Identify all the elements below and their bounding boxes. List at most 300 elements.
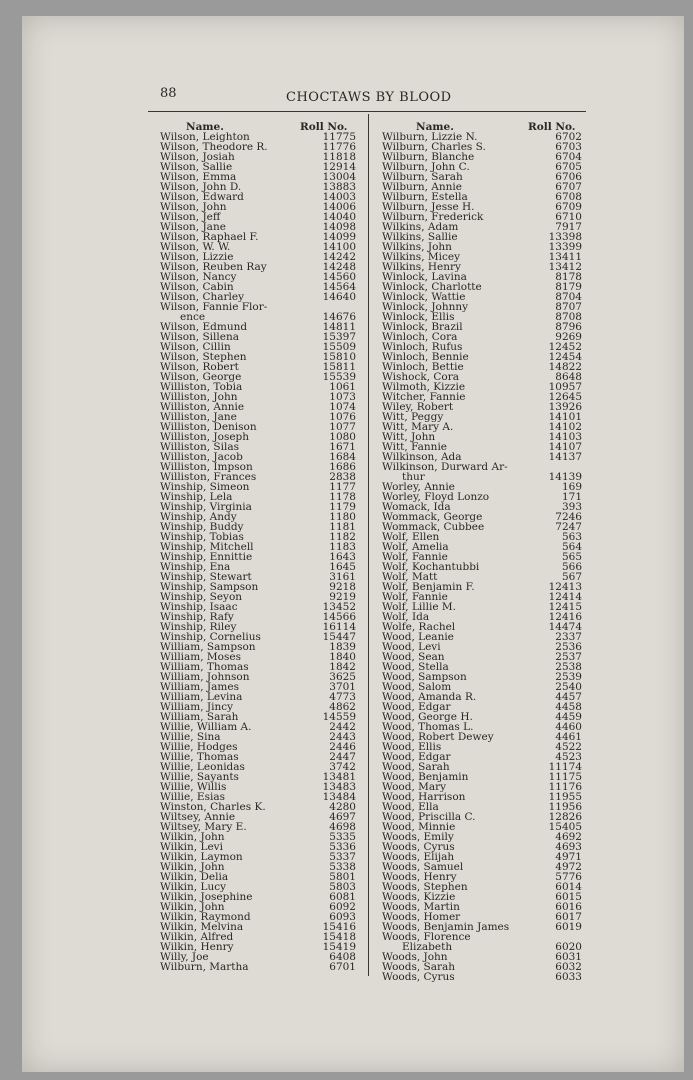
entry-name: Wilson, Charley [160, 291, 245, 303]
entry-name: Williston, Jacob [160, 451, 243, 463]
entry-roll-number: 13452 [322, 601, 356, 613]
entry-roll-number: 13883 [322, 181, 356, 193]
entry-roll-number: 1839 [329, 641, 356, 653]
entry-name: William, Sampson [160, 641, 256, 653]
entry-name: Wood, Edgar [382, 701, 451, 713]
entry-roll-number: 3742 [329, 761, 356, 773]
entry-roll-number: 13411 [548, 251, 582, 263]
entry-name: Witt, Peggy [382, 411, 444, 423]
entry-name: Wilson, Stephen [160, 351, 247, 363]
entry-name: Wolf, Matt [382, 571, 438, 583]
entry-roll-number: 14101 [548, 411, 582, 423]
entry-name: Winlock, Johnny [382, 301, 469, 313]
entry-name: Woods, John [382, 951, 448, 963]
entry-name: Worley, Annie [382, 481, 455, 493]
entry-name: Witt, Mary A. [382, 421, 454, 433]
entry-roll-number: 3701 [329, 681, 356, 693]
entry-roll-number: 5337 [329, 851, 356, 863]
header-rule [148, 111, 586, 112]
entry-roll-number: 14566 [322, 611, 356, 623]
entry-roll-number: 1076 [329, 411, 356, 423]
entry-name: Wilson, Nancy [160, 271, 237, 283]
entry-roll-number: 14102 [548, 421, 582, 433]
entry-name: William, Moses [160, 651, 241, 663]
entry-roll-number: 11775 [322, 131, 356, 143]
entry-name: Wood, Mary [382, 781, 447, 793]
entry-roll-number: 11776 [322, 141, 356, 153]
entry-roll-number: 10957 [548, 381, 582, 393]
entry-name: Woods, Martin [382, 901, 460, 913]
entry-roll-number: 1074 [329, 401, 356, 413]
entry-roll-number: 15418 [322, 931, 356, 943]
entry-roll-number: 6014 [555, 881, 582, 893]
entry-name: Wood, Levi [382, 641, 441, 653]
entry-name: Wilkin, Melvina [160, 921, 244, 933]
entry-roll-number: 6701 [329, 961, 356, 973]
entry-roll-number: 15810 [322, 351, 356, 363]
entry-name: Wilkinson, Ada [382, 451, 462, 463]
entry-name: Wilkins, Henry [382, 261, 461, 273]
entry-roll-number: 14559 [322, 711, 356, 723]
entry-name: Wilburn, Martha [160, 961, 249, 973]
entry-roll-number: 6710 [555, 211, 582, 223]
entry-name: Womack, Ida [382, 501, 451, 513]
entry-roll-number: 6408 [329, 951, 356, 963]
entry-name: Wilson, Cillin [160, 341, 231, 353]
entry-name: Wilson, Reuben Ray [160, 261, 267, 273]
entry-roll-number: 15405 [548, 821, 582, 833]
entry-roll-number: 567 [561, 571, 582, 583]
entry-name: Elizabeth [402, 941, 453, 953]
entry-roll-number: 6704 [555, 151, 582, 163]
entry-roll-number: 1080 [329, 431, 356, 443]
entry-roll-number: 12416 [548, 611, 582, 623]
entry-name: Williston, John [160, 391, 238, 403]
entry-name: Wood, Ellis [382, 741, 442, 753]
roll-column-right [382, 132, 582, 982]
entry-name: Wilkins, Adam [382, 221, 459, 233]
entry-roll-number: 15539 [322, 371, 356, 383]
entry-name: Wommack, George [382, 511, 483, 523]
entry-roll-number: 8708 [555, 311, 582, 323]
entry-roll-number: 4461 [555, 731, 582, 743]
entry-name: Wood, Priscilla C. [382, 811, 476, 823]
entry-name: Wilson, Leighton [160, 131, 250, 143]
entry-roll-number: 2536 [555, 641, 582, 653]
entry-roll-number: 4522 [555, 741, 582, 753]
entry-roll-number: 9218 [329, 581, 356, 593]
column-divider [368, 114, 369, 976]
col2-name-header: Name. [416, 121, 454, 133]
entry-name: Williston, Tobia [160, 381, 243, 393]
entry-name: William, Johnson [160, 671, 250, 683]
entry-name: Wilson, Cabin [160, 281, 234, 293]
entry-roll-number: 1643 [329, 551, 356, 563]
entry-roll-number: 15419 [322, 941, 356, 953]
entry-name: Wilburn, Lizzie N. [382, 131, 478, 143]
entry-name: William, Jincy [160, 701, 234, 713]
entry-name: Wilson, George [160, 371, 242, 383]
entry-roll-number: 6702 [555, 131, 582, 143]
entry-name: Woods, Henry [382, 871, 457, 883]
entry-name: Woods, Florence [382, 931, 471, 943]
entry-roll-number: 14137 [548, 451, 582, 463]
entry-name: Winship, Andy [160, 511, 237, 523]
entry-roll-number: 2838 [329, 471, 356, 483]
entry-name: Wilson, Emma [160, 171, 237, 183]
entry-name: Wilburn, John C. [382, 161, 470, 173]
entry-name: Woods, Elijah [382, 851, 455, 863]
entry-name: Worley, Floyd Lonzo [382, 491, 490, 503]
entry-roll-number: 14040 [322, 211, 356, 223]
entry-name: Winship, Isaac [160, 601, 238, 613]
entry-roll-number: 9219 [329, 591, 356, 603]
entry-roll-number: 6705 [555, 161, 582, 173]
entry-roll-number: 1177 [329, 481, 356, 493]
entry-name: Winship, Stewart [160, 571, 252, 583]
entry-name: Winship, Cornelius [160, 631, 261, 643]
entry-name: Wilson, Edmund [160, 321, 248, 333]
entry-name: Winlock, Wattie [382, 291, 466, 303]
entry-name: Wilson, Robert [160, 361, 239, 373]
entry-roll-number: 6707 [555, 181, 582, 193]
entry-name: Wood, Salom [382, 681, 452, 693]
entry-roll-number: 4773 [329, 691, 356, 703]
entry-name: Wiltsey, Mary E. [160, 821, 247, 833]
entry-roll-number: 12414 [548, 591, 582, 603]
entry-name: thur [402, 471, 425, 483]
entry-roll-number: 12415 [548, 601, 582, 613]
entry-roll-number: 2442 [329, 721, 356, 733]
entry-roll-number: 1671 [329, 441, 356, 453]
roll-entry [160, 962, 356, 972]
entry-roll-number: 4523 [555, 751, 582, 763]
entry-roll-number: 14242 [322, 251, 356, 263]
entry-roll-number: 11955 [548, 791, 582, 803]
entry-name: Wolf, Kochantubbi [382, 561, 480, 573]
entry-name: Willie, Willis [160, 781, 227, 793]
entry-name: Woods, Kizzie [382, 891, 456, 903]
entry-roll-number: 13484 [322, 791, 356, 803]
entry-roll-number: 14006 [322, 201, 356, 213]
entry-roll-number: 2446 [329, 741, 356, 753]
entry-roll-number: 4862 [329, 701, 356, 713]
entry-name: Wolf, Amelia [382, 541, 449, 553]
entry-name: Williston, Frances [160, 471, 257, 483]
entry-name: Wilmoth, Kizzie [382, 381, 466, 393]
entry-name: Wilson, W. W. [160, 241, 231, 253]
entry-roll-number: 566 [561, 561, 582, 573]
entry-name: Wilkin, Laymon [160, 851, 243, 863]
entry-roll-number: 563 [561, 531, 582, 543]
entry-name: Wilkins, Micey [382, 251, 461, 263]
entry-name: ence [180, 311, 206, 323]
entry-name: Winloch, Rufus [382, 341, 463, 353]
entry-name: Wolf, Fannie [382, 551, 448, 563]
entry-name: Winship, Ena [160, 561, 231, 573]
entry-name: Wood, Ella [382, 801, 439, 813]
entry-roll-number: 2540 [555, 681, 582, 693]
entry-name: Wood, Amanda R. [382, 691, 477, 703]
entry-name: Willie, Thomas [160, 751, 239, 763]
entry-name: Wilburn, Annie [382, 181, 462, 193]
entry-roll-number: 2447 [329, 751, 356, 763]
entry-name: Wood, Stella [382, 661, 449, 673]
entry-roll-number: 1842 [329, 661, 356, 673]
entry-roll-number: 13483 [322, 781, 356, 793]
entry-roll-number: 13481 [322, 771, 356, 783]
entry-roll-number: 1077 [329, 421, 356, 433]
entry-roll-number: 14098 [322, 221, 356, 233]
entry-roll-number: 8178 [555, 271, 582, 283]
entry-name: Wilson, Sillena [160, 331, 239, 343]
entry-name: Wood, Thomas L. [382, 721, 474, 733]
entry-roll-number: 1178 [329, 491, 356, 503]
entry-name: Woods, Cyrus [382, 971, 455, 983]
entry-roll-number: 4459 [555, 711, 582, 723]
entry-name: Woods, Emily [382, 831, 454, 843]
entry-roll-number: 14003 [322, 191, 356, 203]
entry-name: Wilson, John [160, 201, 227, 213]
entry-roll-number: 4971 [555, 851, 582, 863]
entry-roll-number: 1073 [329, 391, 356, 403]
entry-roll-number: 5776 [555, 871, 582, 883]
entry-name: Wilkinson, Durward Ar- [382, 461, 508, 473]
entry-roll-number: 15416 [322, 921, 356, 933]
entry-roll-number: 8179 [555, 281, 582, 293]
entry-name: Wolfe, Rachel [382, 621, 456, 633]
entry-name: Wolf, Lillie M. [382, 601, 456, 613]
entry-roll-number: 14822 [548, 361, 582, 373]
entry-name: Wood, Harrison [382, 791, 466, 803]
entry-name: Wilson, Sallie [160, 161, 233, 173]
entry-name: Winloch, Cora [382, 331, 458, 343]
entry-name: Winship, Buddy [160, 521, 244, 533]
entry-roll-number: 4692 [555, 831, 582, 843]
col1-roll-header: Roll No. [300, 121, 348, 133]
entry-roll-number: 7246 [555, 511, 582, 523]
entry-roll-number: 13398 [548, 231, 582, 243]
entry-roll-number: 4693 [555, 841, 582, 853]
entry-name: Winship, Sampson [160, 581, 259, 593]
entry-name: Wolf, Fannie [382, 591, 448, 603]
entry-name: Winship, Seyon [160, 591, 243, 603]
entry-name: Wilson, Jeff [160, 211, 221, 223]
entry-name: Willie, Sina [160, 731, 221, 743]
entry-name: Wood, Leanie [382, 631, 454, 643]
entry-roll-number: 4457 [555, 691, 582, 703]
entry-roll-number: 14107 [548, 441, 582, 453]
entry-name: Woods, Homer [382, 911, 461, 923]
entry-name: Witt, John [382, 431, 436, 443]
entry-roll-number: 4458 [555, 701, 582, 713]
entry-roll-number: 12826 [548, 811, 582, 823]
entry-roll-number: 16114 [322, 621, 356, 633]
entry-name: Wood, Sean [382, 651, 445, 663]
roll-column-left [160, 132, 356, 972]
entry-name: William, Sarah [160, 711, 239, 723]
entry-roll-number: 6020 [555, 941, 582, 953]
entry-roll-number: 6081 [329, 891, 356, 903]
entry-roll-number: 12914 [322, 161, 356, 173]
entry-roll-number: 6708 [555, 191, 582, 203]
col1-name-header: Name. [186, 121, 224, 133]
entry-name: Wood, Benjamin [382, 771, 469, 783]
entry-roll-number: 14100 [322, 241, 356, 253]
entry-roll-number: 6031 [555, 951, 582, 963]
entry-roll-number: 13399 [548, 241, 582, 253]
entry-name: Williston, Impson [160, 461, 253, 473]
entry-name: Winship, Lela [160, 491, 233, 503]
entry-name: Wood, Edgar [382, 751, 451, 763]
entry-roll-number: 15811 [322, 361, 356, 373]
entry-roll-number: 6092 [329, 901, 356, 913]
entry-name: Wilson, Fannie Flor- [160, 301, 268, 313]
entry-roll-number: 14103 [548, 431, 582, 443]
entry-name: Winship, Simeon [160, 481, 250, 493]
col2-roll-header: Roll No. [528, 121, 576, 133]
entry-name: Witcher, Fannie [382, 391, 466, 403]
entry-name: Williston, Jane [160, 411, 237, 423]
entry-name: Willie, Leonidas [160, 761, 245, 773]
entry-roll-number: 6019 [555, 921, 582, 933]
entry-roll-number: 5338 [329, 861, 356, 873]
entry-roll-number: 6017 [555, 911, 582, 923]
entry-name: Williston, Silas [160, 441, 239, 453]
entry-name: Winlock, Lavina [382, 271, 467, 283]
entry-name: Wilson, Jane [160, 221, 226, 233]
entry-roll-number: 5335 [329, 831, 356, 843]
entry-name: Williston, Annie [160, 401, 245, 413]
entry-roll-number: 4698 [329, 821, 356, 833]
entry-roll-number: 1180 [329, 511, 356, 523]
entry-roll-number: 1645 [329, 561, 356, 573]
entry-roll-number: 1181 [329, 521, 356, 533]
entry-roll-number: 8704 [555, 291, 582, 303]
entry-name: Woods, Cyrus [382, 841, 455, 853]
entry-name: Winloch, Bennie [382, 351, 469, 363]
entry-roll-number: 12452 [548, 341, 582, 353]
entry-roll-number: 14099 [322, 231, 356, 243]
entry-name: Wilkin, Delia [160, 871, 229, 883]
entry-roll-number: 8707 [555, 301, 582, 313]
entry-roll-number: 6706 [555, 171, 582, 183]
entry-roll-number: 169 [561, 481, 582, 493]
entry-name: Wilson, Edward [160, 191, 244, 203]
entry-name: Winship, Ennittie [160, 551, 253, 563]
entry-name: Wiltsey, Annie [160, 811, 236, 823]
entry-roll-number: 2337 [555, 631, 582, 643]
entry-roll-number: 1686 [329, 461, 356, 473]
entry-name: William, Levina [160, 691, 243, 703]
entry-name: Winlock, Charlotte [382, 281, 482, 293]
entry-name: Wood, Minnie [382, 821, 456, 833]
entry-roll-number: 6093 [329, 911, 356, 923]
entry-name: Wilkin, Henry [160, 941, 234, 953]
entry-name: Winship, Mitchell [160, 541, 254, 553]
entry-name: Woods, Stephen [382, 881, 468, 893]
entry-name: Wilkin, Alfred [160, 931, 234, 943]
entry-name: Wilburn, Estella [382, 191, 468, 203]
page-title: CHOCTAWS BY BLOOD [286, 90, 452, 105]
entry-name: Wolf, Ida [382, 611, 430, 623]
entry-roll-number: 2539 [555, 671, 582, 683]
entry-name: Wilson, John D. [160, 181, 242, 193]
entry-name: Woods, Samuel [382, 861, 464, 873]
entry-name: Willy, Joe [160, 951, 209, 963]
entry-roll-number: 12645 [548, 391, 582, 403]
entry-roll-number: 1684 [329, 451, 356, 463]
entry-name: Winlock, Ellis [382, 311, 455, 323]
entry-roll-number: 11176 [548, 781, 582, 793]
entry-name: Wilburn, Sarah [382, 171, 463, 183]
entry-roll-number: 4972 [555, 861, 582, 873]
entry-roll-number: 6032 [555, 961, 582, 973]
entry-roll-number: 14139 [548, 471, 582, 483]
entry-name: Wilkins, John [382, 241, 452, 253]
entry-name: Winloch, Bettie [382, 361, 464, 373]
entry-roll-number: 14640 [322, 291, 356, 303]
entry-name: Wolf, Benjamin F. [382, 581, 475, 593]
entry-name: Wood, Sarah [382, 761, 450, 773]
entry-roll-number: 6709 [555, 201, 582, 213]
entry-roll-number: 2537 [555, 651, 582, 663]
entry-name: Winship, Rafy [160, 611, 234, 623]
entry-name: Woods, Sarah [382, 961, 456, 973]
entry-name: William, James [160, 681, 239, 693]
entry-roll-number: 1061 [329, 381, 356, 393]
entry-roll-number: 1182 [329, 531, 356, 543]
entry-roll-number: 2443 [329, 731, 356, 743]
entry-name: Wilkin, John [160, 901, 225, 913]
entry-roll-number: 1840 [329, 651, 356, 663]
entry-name: Woods, Benjamin James [382, 921, 510, 933]
entry-roll-number: 15397 [322, 331, 356, 343]
entry-roll-number: 14474 [548, 621, 582, 633]
entry-roll-number: 564 [561, 541, 582, 553]
entry-roll-number: 6015 [555, 891, 582, 903]
entry-roll-number: 7917 [555, 221, 582, 233]
entry-name: Wilburn, Jesse H. [382, 201, 475, 213]
entry-roll-number: 171 [561, 491, 582, 503]
entry-name: Wilkin, Raymond [160, 911, 251, 923]
entry-roll-number: 6016 [555, 901, 582, 913]
entry-name: Wilkin, John [160, 831, 225, 843]
entry-name: Wilson, Lizzie [160, 251, 234, 263]
entry-roll-number: 15447 [322, 631, 356, 643]
entry-roll-number: 14564 [322, 281, 356, 293]
entry-roll-number: 7247 [555, 521, 582, 533]
entry-name: Wilson, Josiah [160, 151, 235, 163]
entry-roll-number: 5803 [329, 881, 356, 893]
entry-roll-number: 14676 [322, 311, 356, 323]
entry-name: Willie, Hodges [160, 741, 238, 753]
entry-roll-number: 11174 [548, 761, 582, 773]
entry-name: Wommack, Cubbee [382, 521, 485, 533]
entry-roll-number: 13004 [322, 171, 356, 183]
entry-name: Wilkins, Sallie [382, 231, 458, 243]
entry-name: Wilkin, John [160, 861, 225, 873]
entry-name: Willie, Sayants [160, 771, 239, 783]
entry-roll-number: 12454 [548, 351, 582, 363]
entry-roll-number: 8648 [555, 371, 582, 383]
entry-name: Wood, George H. [382, 711, 473, 723]
entry-name: Wood, Robert Dewey [382, 731, 494, 743]
entry-roll-number: 2538 [555, 661, 582, 673]
entry-roll-number: 12413 [548, 581, 582, 593]
entry-name: Winship, Tobias [160, 531, 244, 543]
page-number: 88 [160, 86, 177, 101]
